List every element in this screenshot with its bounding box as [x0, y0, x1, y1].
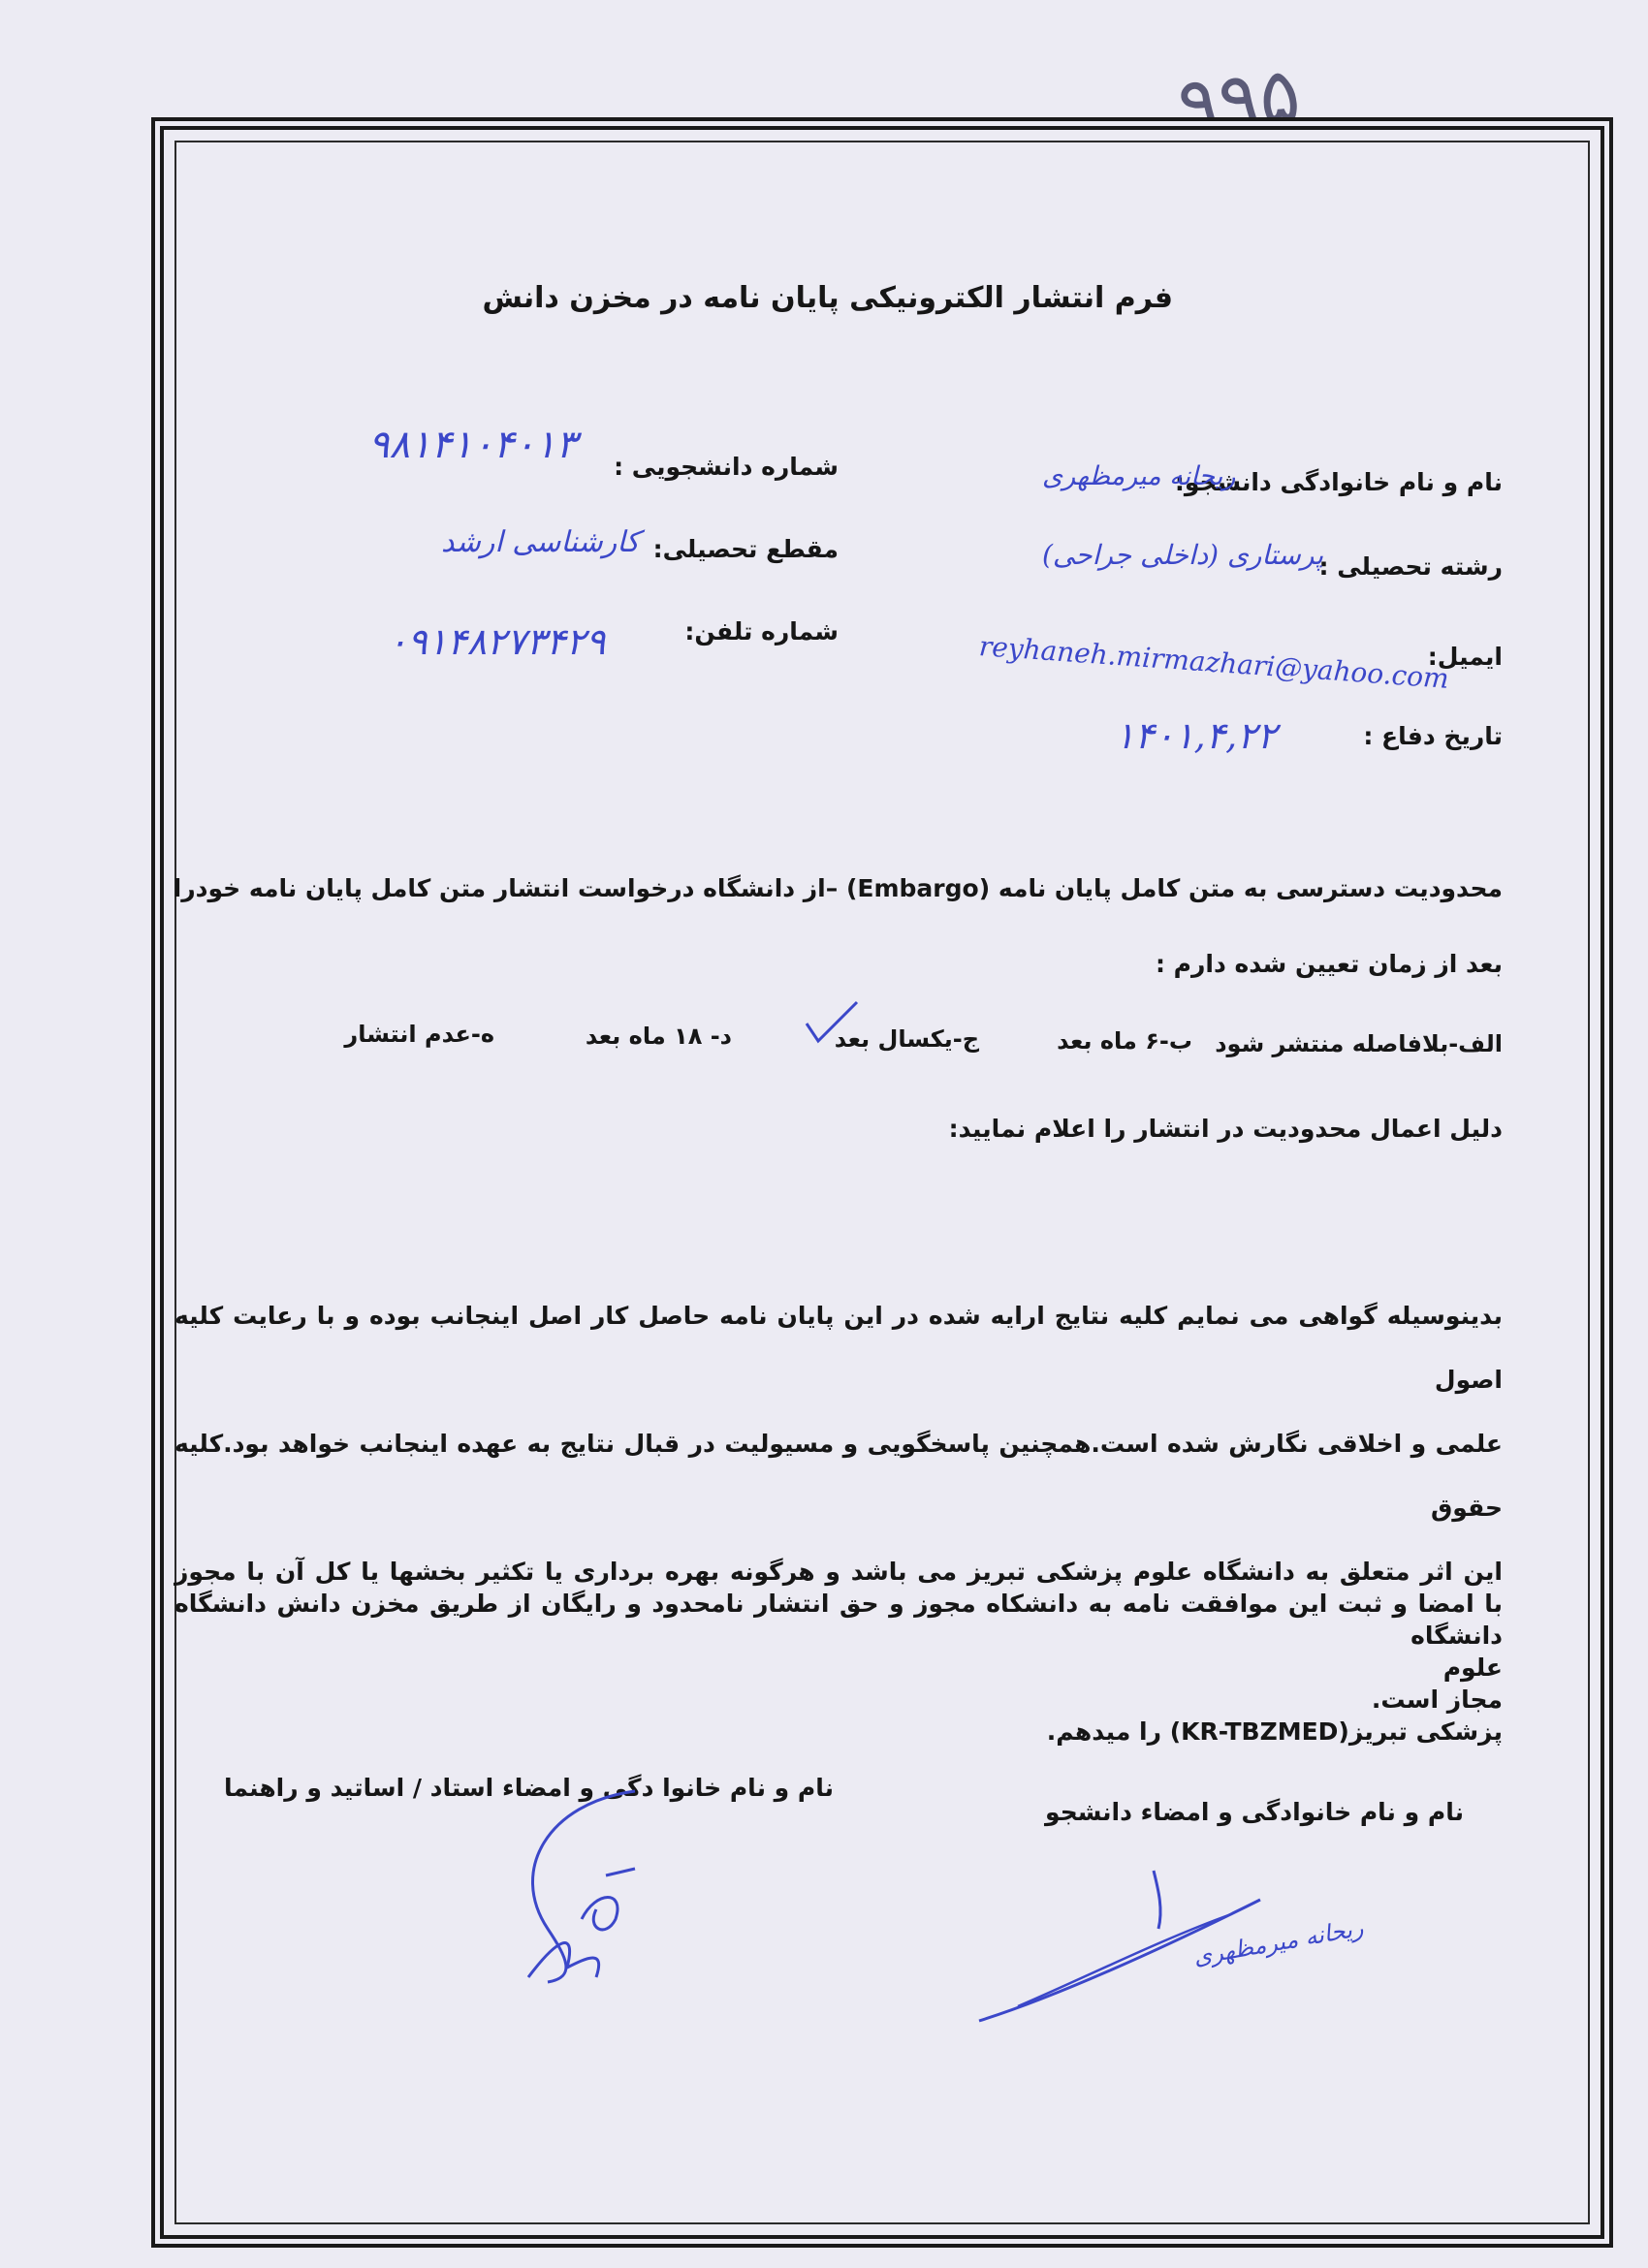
consent-line2: پزشکی تبریز(KR-TBZMED) را میدهم. — [1046, 1717, 1503, 1746]
embargo-option-18-months: د- ۱۸ ماه بعد — [585, 1023, 732, 1050]
page-number-handwritten: ۹۹۵ — [1174, 50, 1305, 151]
embargo-option-1-year: ج-یکسال بعد — [834, 1025, 979, 1053]
supervisor-signature — [490, 1783, 683, 1997]
form-title: فرم انتشار الکترونیکی پایان نامه در مخزن دانش — [482, 281, 1173, 315]
major-value: پرستاری (داخلی جراحی) — [1042, 539, 1324, 571]
embargo-reason-label: دلیل اعمال محدودیت در انتشار را اعلام نمایید: — [948, 1115, 1503, 1143]
embargo-option-immediate: الف-بلافاصله منتشر شود — [1215, 1030, 1503, 1057]
embargo-option-no-publish: ه-عدم انتشار — [344, 1021, 494, 1048]
consent-paragraph — [174, 1572, 1503, 1764]
declaration-line3: این اثر متعلق به دانشگاه علوم پزشکی تبریز می باشد و هرگونه بهره برداری یا تکثیر بخشها یا کل آن با مجوز دانشگاه — [174, 1558, 1503, 1650]
major-label: رشته تحصیلی : — [1318, 552, 1503, 581]
phone-label: شماره تلفن: — [684, 617, 839, 646]
email-value: reyhaneh.mirmazhari@yahoo.com — [977, 630, 1450, 695]
defense-date-label: تاریخ دفاع : — [1363, 722, 1503, 750]
student-id-value: ۹۸۱۴۱۰۴۰۱۳ — [368, 423, 577, 467]
embargo-option-6-months: ب-۶ ماه بعد — [1057, 1027, 1192, 1055]
declaration-line2: علمی و اخلاقی نگارش شده است.همچنین پاسخگویی و مسیولیت در قبال نتایج به عهده اینجانب خواهد بود.کلیه حقوق — [174, 1430, 1503, 1522]
consent-line1: با امضا و ثبت این موافقت نامه به دانشکاه مجوز و حق انتشار نامحدود و رایگان از طریق مخزن دانش دانشگاه علوم — [174, 1590, 1503, 1682]
email-label: ایمیل: — [1427, 643, 1503, 671]
declaration-line1: بدینوسیله گواهی می نمایم کلیه نتایج ارایه شده در این پایان نامه حاصل کار اصل اینجانب بوده و با رعایت کلیه اصول — [174, 1302, 1503, 1394]
degree-value: کارشناسی ارشد — [441, 525, 640, 559]
degree-label: مقطع تحصیلی: — [652, 535, 839, 563]
defense-date-value: ۱۴۰۱,۴,۲۲ — [1115, 714, 1278, 757]
declaration-line4: مجاز است. — [1371, 1685, 1503, 1714]
student-name-value: ریحانه میرمظهری — [1042, 461, 1236, 491]
checkmark-icon — [803, 998, 861, 1047]
embargo-text-line2: بعد از زمان تعیین شده دارم : — [1155, 950, 1503, 978]
student-name-label: نام و نام خانوادگی دانشجو: — [1174, 468, 1503, 496]
supervisor-signature-label: نام و نام خانوا دگی و امضاء استاد / اساتید و راهنما — [223, 1774, 834, 1802]
student-handwritten-name: ریحانه میرمظهری — [1190, 1913, 1366, 1971]
phone-value: ۰۹۱۴۸۲۷۳۴۲۹ — [388, 620, 606, 663]
student-id-label: شماره دانشجویی : — [614, 453, 839, 481]
student-signature-label: نام و نام خانوادگی و امضاء دانشجو — [1045, 1798, 1464, 1826]
embargo-text-line1: محدودیت دسترسی به متن کامل پایان نامه (Embargo) –از دانشگاه درخواست انتشار متن کامل پایان نامه خودرا — [173, 874, 1503, 902]
